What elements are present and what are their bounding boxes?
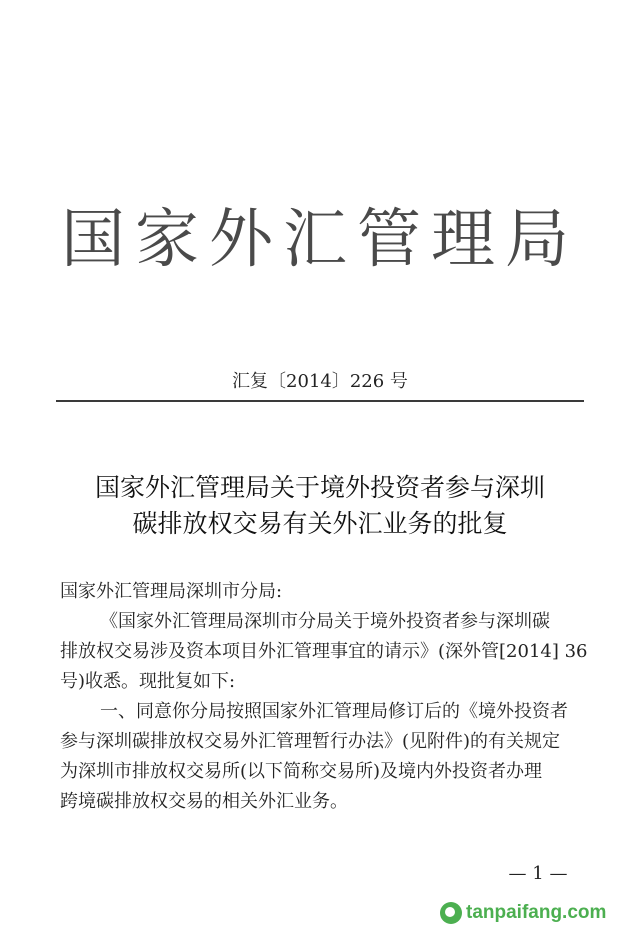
watermark-text: tanpaifang.com (466, 902, 607, 923)
site-watermark[interactable] (440, 898, 640, 928)
page-number: — 1 — (508, 863, 568, 884)
document-title (0, 470, 640, 542)
title-line-2: 碳排放权交易有关外汇业务的批复 (132, 509, 508, 538)
header-divider (56, 400, 584, 402)
document-body (60, 577, 588, 817)
issuing-organization-header: 国家外汇管理局 (61, 203, 579, 277)
body-line: 参与深圳碳排放权交易外汇管理暂行办法》(见附件)的有关规定 (60, 731, 561, 752)
leaf-logo-icon (440, 902, 462, 924)
body-line: 一、同意你分局按照国家外汇管理局修订后的《境外投资者 (100, 701, 568, 722)
salutation: 国家外汇管理局深圳市分局: (60, 581, 283, 602)
body-line: 号)收悉。现批复如下: (60, 671, 236, 692)
body-line: 《国家外汇管理局深圳市分局关于境外投资者参与深圳碳 (100, 611, 550, 632)
body-line: 为深圳市排放权交易所(以下简称交易所)及境内外投资者办理 (60, 761, 543, 782)
title-line-1: 国家外汇管理局关于境外投资者参与深圳 (94, 473, 545, 502)
body-line: 跨境碳排放权交易的相关外汇业务。 (60, 791, 348, 812)
document-number: 汇复〔2014〕226 号 (232, 371, 408, 392)
body-line: 排放权交易涉及资本项目外汇管理事宜的请示》(深外管[2014] 36 (60, 641, 588, 662)
